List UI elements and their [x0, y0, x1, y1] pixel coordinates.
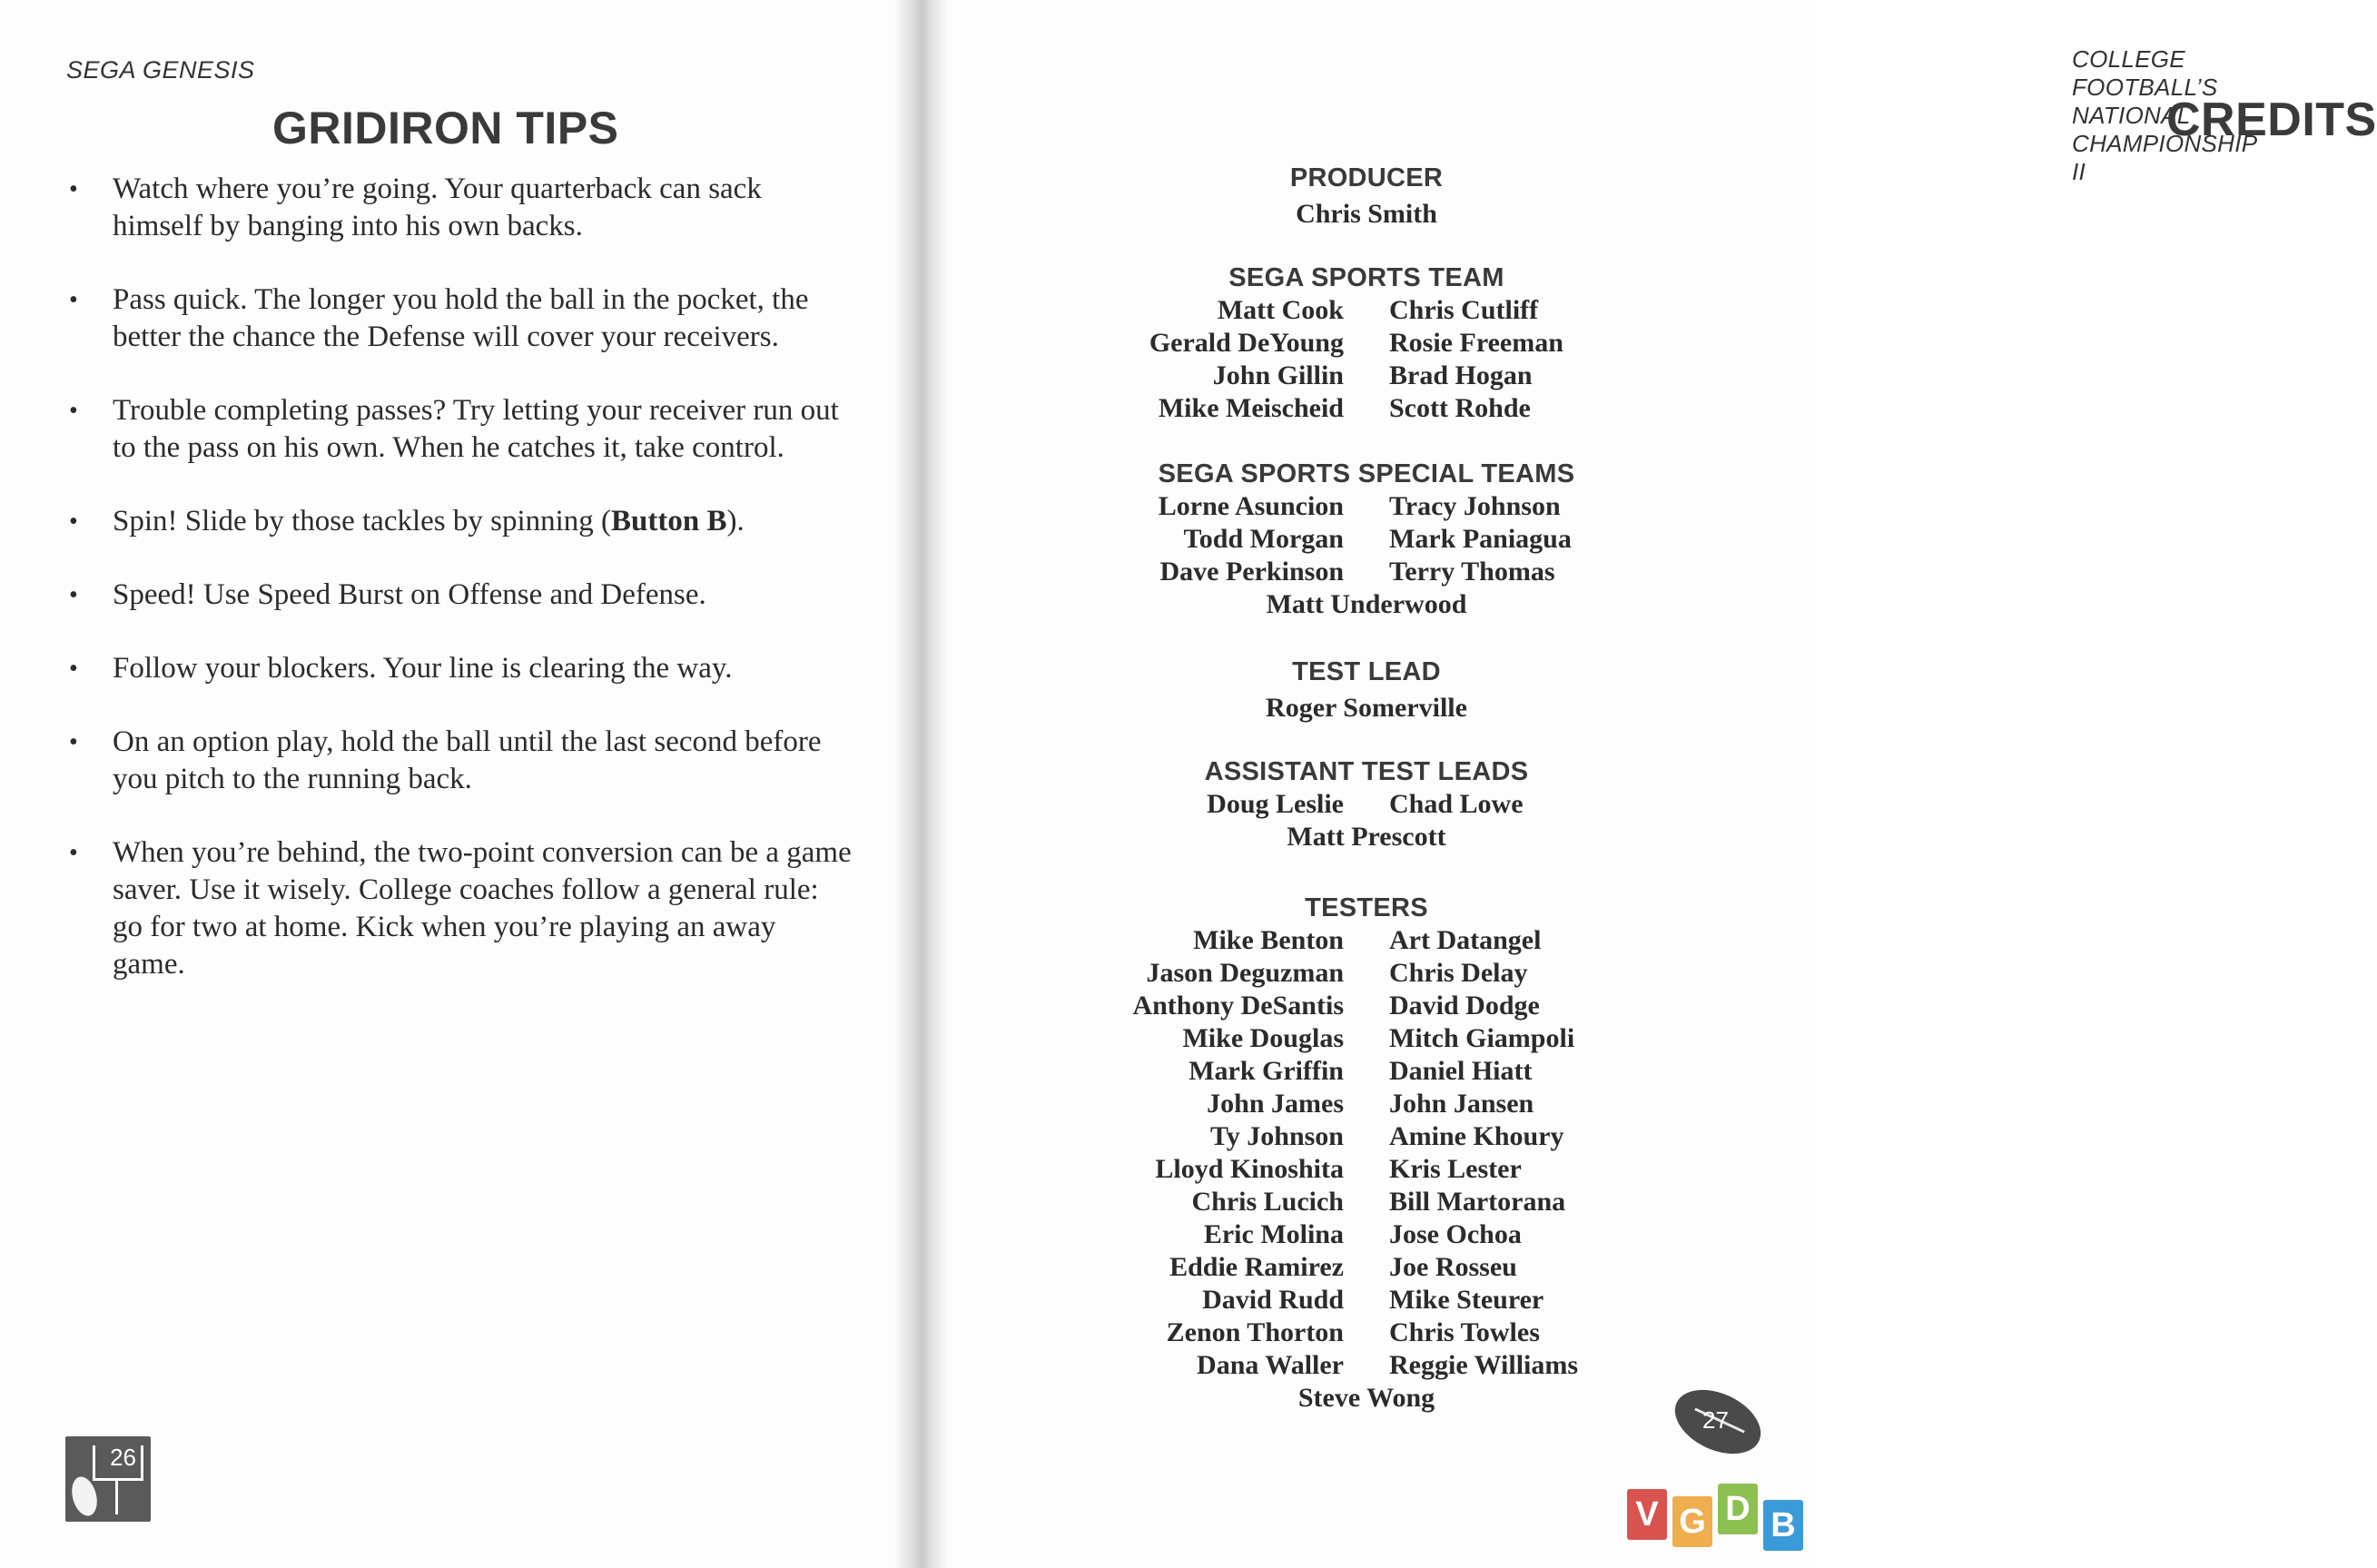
- credit-name: Amine Khoury: [1389, 1121, 1564, 1151]
- credit-name: John Gillin: [1212, 360, 1344, 390]
- tip-item: [65, 577, 855, 614]
- section-heading: SEGA SPORTS TEAM: [1228, 263, 1504, 292]
- credit-name: Ty Johnson: [1209, 1121, 1344, 1151]
- credit-name: Mark Paniagua: [1389, 524, 1572, 554]
- tip-text: Follow your blockers. Your line is clearing the way.: [113, 652, 733, 685]
- section-heading: TESTERS: [1305, 893, 1428, 922]
- credit-name: Mike Meischeid: [1158, 393, 1344, 423]
- bullet-icon: •: [69, 508, 78, 536]
- section-heading: TEST LEAD: [1292, 657, 1441, 686]
- names-grid: [1076, 788, 1657, 821]
- credit-name: Anthony DeSantis: [1132, 991, 1344, 1021]
- vgdb-letter-tile: V: [1627, 1489, 1667, 1540]
- running-head-left: SEGA GENESIS: [66, 56, 255, 84]
- bullet-icon: •: [69, 175, 78, 203]
- credit-name: Mitch Giampoli: [1389, 1023, 1575, 1053]
- page-number-26-badge: [65, 1436, 151, 1522]
- tip-item: [65, 724, 855, 798]
- bullet-icon: •: [69, 397, 78, 425]
- credit-name: Chad Lowe: [1389, 789, 1524, 819]
- tip-text: On an option play, hold the ball until the last second before you pitch to the running back.: [113, 725, 822, 795]
- credit-name: Matt Prescott: [1287, 822, 1446, 852]
- vgdb-watermark-logo: [1627, 1480, 1809, 1545]
- credit-name: Jason Deguzman: [1146, 958, 1344, 988]
- credit-name: Chris Lucich: [1191, 1187, 1344, 1217]
- tip-text: Speed! Use Speed Burst on Offense and Defense.: [113, 578, 706, 611]
- page-number: 26: [110, 1444, 136, 1471]
- tip-item: [65, 650, 855, 687]
- gridiron-tips-title: GRIDIRON TIPS: [272, 103, 619, 153]
- credit-name: Eddie Ramirez: [1169, 1252, 1344, 1282]
- tip-item: [65, 281, 855, 356]
- assistant-test-leads-section: [1076, 755, 1657, 853]
- credit-name: Chris Towles: [1389, 1317, 1540, 1347]
- credit-name: Steve Wong: [1297, 1383, 1435, 1413]
- credit-name: Terry Thomas: [1389, 557, 1555, 587]
- credit-name: Daniel Hiatt: [1389, 1056, 1533, 1086]
- credit-name: Gerald DeYoung: [1149, 328, 1344, 358]
- page-number-27-badge: [1672, 1394, 1763, 1457]
- vgdb-letter-tile: B: [1763, 1500, 1803, 1551]
- vgdb-letter-tile: G: [1672, 1496, 1712, 1547]
- testers-section: [1076, 892, 1657, 1415]
- credit-name: Bill Martorana: [1389, 1187, 1566, 1217]
- credit-name: Tracy Johnson: [1389, 491, 1561, 521]
- credit-name: Dana Waller: [1197, 1350, 1344, 1380]
- names-grid: [1076, 924, 1657, 1382]
- credit-name: Kris Lester: [1389, 1154, 1522, 1184]
- credit-name: Eric Molina: [1203, 1219, 1344, 1249]
- bullet-icon: •: [69, 581, 78, 609]
- names-grid: [1076, 490, 1657, 588]
- bullet-icon: •: [69, 286, 78, 314]
- credit-name: Mark Griffin: [1188, 1056, 1344, 1086]
- credit-name: Rosie Freeman: [1389, 328, 1563, 358]
- credit-name: Matt Underwood: [1266, 589, 1467, 619]
- credit-name: Chris Delay: [1389, 958, 1528, 988]
- tip-item: [65, 834, 855, 983]
- credit-name: Mike Douglas: [1182, 1023, 1344, 1053]
- credit-name: David Dodge: [1389, 991, 1540, 1021]
- producer-section: [1076, 162, 1657, 231]
- bullet-icon: •: [69, 655, 78, 683]
- names-grid: [1076, 294, 1657, 425]
- credit-name: Todd Morgan: [1183, 524, 1344, 554]
- tip-text: When you’re behind, the two-point conversion can be a game saver. Use it wisely. College coaches follow a general rule: go for two at home. Kick when you’re playing an away game.: [113, 836, 852, 981]
- credit-name: Lorne Asuncion: [1158, 491, 1344, 521]
- bullet-icon: •: [69, 839, 78, 867]
- credit-name: Dave Perkinson: [1159, 557, 1344, 587]
- credit-name: Matt Cook: [1217, 295, 1344, 325]
- tip-text: Trouble completing passes? Try letting your receiver run out to the pass on his own. When he catches it, take control.: [113, 394, 839, 464]
- credit-name: Lloyd Kinoshita: [1155, 1154, 1344, 1184]
- goalpost-stem: [115, 1478, 118, 1514]
- credit-name: Reggie Williams: [1389, 1350, 1579, 1380]
- tip-text: Pass quick. The longer you hold the ball in the pocket, the better the chance the Defense will cover your receivers.: [113, 283, 809, 353]
- special-teams-section: [1076, 458, 1657, 621]
- section-heading: ASSISTANT TEST LEADS: [1204, 757, 1529, 786]
- bullet-icon: •: [69, 728, 78, 756]
- credit-name: Roger Somerville: [1266, 693, 1467, 723]
- tip-text: Watch where you’re going. Your quarterback can sack himself by banging into his own backs.: [113, 173, 762, 242]
- tip-item: [65, 503, 855, 540]
- credits-title: CREDITS: [2166, 94, 2377, 146]
- credit-name: Mike Benton: [1193, 925, 1344, 955]
- test-lead-section: [1076, 656, 1657, 725]
- credit-name: Chris Cutliff: [1389, 295, 1539, 325]
- credit-name: Mike Steurer: [1389, 1285, 1544, 1315]
- tip-text: ).: [726, 505, 745, 537]
- section-heading: PRODUCER: [1289, 163, 1444, 192]
- credit-name: Joe Rosseu: [1389, 1252, 1517, 1282]
- credit-name: Jose Ochoa: [1389, 1219, 1522, 1249]
- credit-name: David Rudd: [1202, 1285, 1344, 1315]
- tip-item: [65, 392, 855, 467]
- vgdb-letter-tile: D: [1718, 1484, 1758, 1534]
- credit-name: Art Datangel: [1389, 925, 1542, 955]
- tips-list: [65, 171, 855, 983]
- credit-name: Scott Rohde: [1389, 393, 1531, 423]
- credit-name: Brad Hogan: [1389, 360, 1533, 390]
- tip-button-name: Button B: [611, 505, 727, 537]
- credit-name: Zenon Thorton: [1166, 1317, 1344, 1347]
- credit-name: John Jansen: [1389, 1089, 1534, 1119]
- tip-item: [65, 171, 855, 245]
- section-heading: SEGA SPORTS SPECIAL TEAMS: [1158, 459, 1575, 488]
- book-gutter: [894, 0, 949, 1568]
- left-page: [0, 0, 917, 1568]
- running-head-right: COLLEGE FOOTBALL’S NATIONAL CHAMPIONSHIP II: [2072, 45, 2257, 185]
- credit-name: John James: [1207, 1089, 1344, 1119]
- sega-sports-team-section: [1076, 261, 1657, 425]
- credit-name: Doug Leslie: [1207, 789, 1344, 819]
- credit-name: Chris Smith: [1296, 199, 1437, 229]
- tip-text: Spin! Slide by those tackles by spinning (: [113, 505, 612, 537]
- page-number: 27: [1702, 1406, 1729, 1434]
